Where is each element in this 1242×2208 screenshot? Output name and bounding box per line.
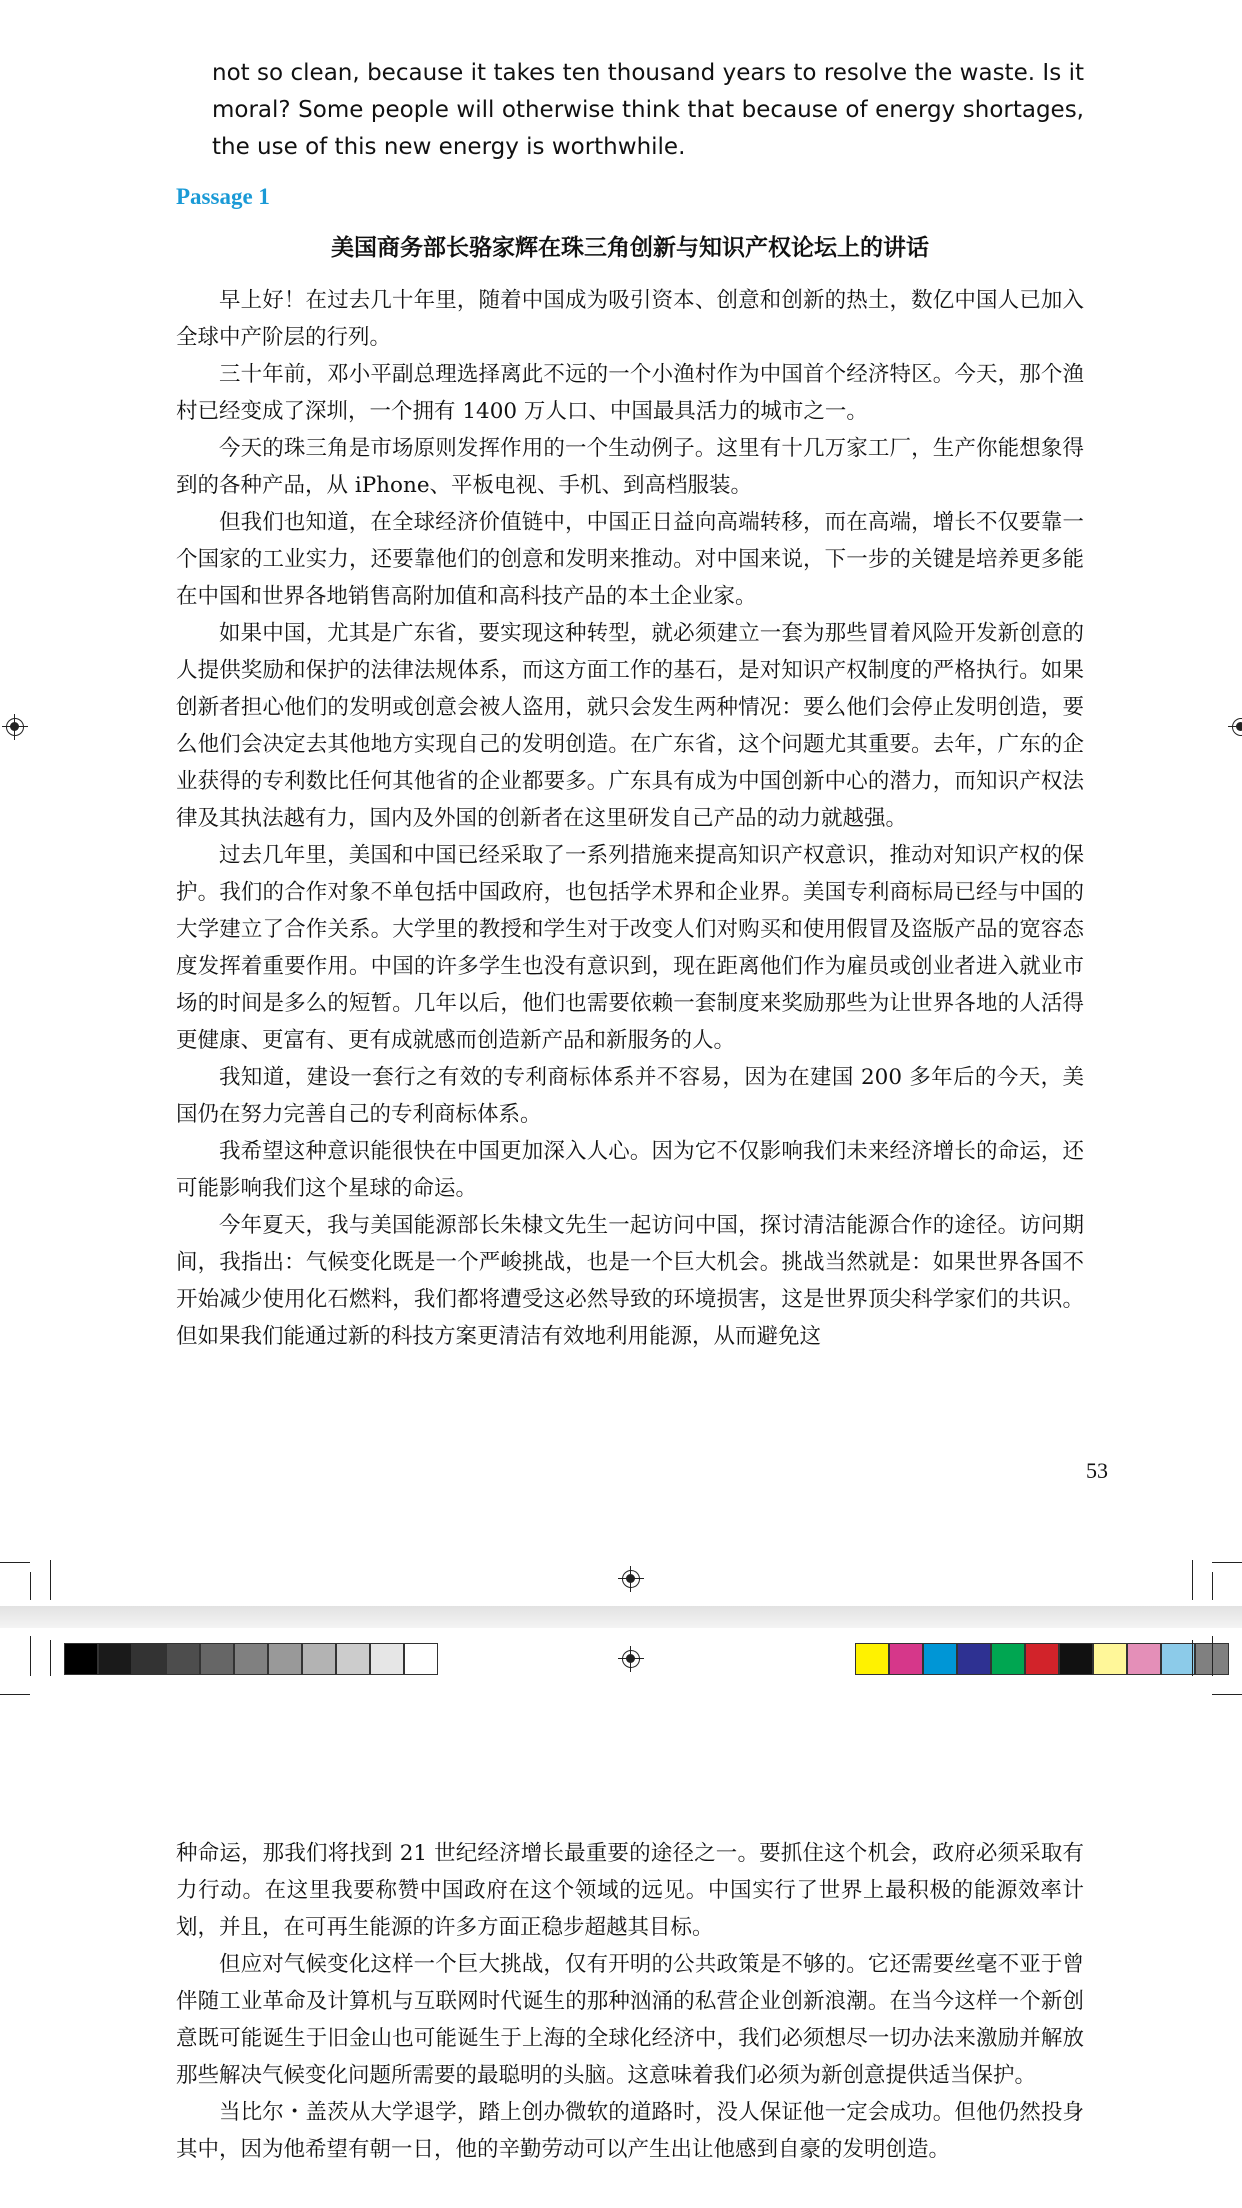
article-paragraph: 今天的珠三角是市场原则发挥作用的一个生动例子。这里有十几万家工厂，生产你能想象得到的各种产品，从 iPhone、平板电视、手机、到高档服装。 (176, 436, 1084, 498)
color-swatch (889, 1643, 923, 1675)
article-paragraph: 但应对气候变化这样一个巨大挑战，仅有开明的公共政策是不够的。它还需要丝毫不亚于曾伴随工业革命及计算机与互联网时代诞生的那种汹涌的私营企业创新浪潮。在当今这样一个新创意既可能诞生于旧金山也可能诞生于上海的全球化经济中，我们必须想尽一切办法来激励并解放那些解决气候变化问题所需要的最聪明的头脑。这意味着我们必须为新创意提供适当保护。 (176, 1952, 1084, 2088)
intro-paragraph: not so clean, because it takes ten thousand years to resolve the waste. Is it moral? Some people will otherwise think that because of energy shortages, the use of this new energy is worthwhile. (212, 60, 1084, 160)
color-swatch (991, 1643, 1025, 1675)
article-paragraph: 如果中国，尤其是广东省，要实现这种转型，就必须建立一套为那些冒着风险开发新创意的人提供奖励和保护的法律法规体系，而这方面工作的基石，是对知识产权制度的严格执行。如果创新者担心他们的发明或创意会被人盗用，就只会发生两种情况：要么他们会停止发明创造，要么他们会决定去其他地方实现自己的发明创造。在广东省，这个问题尤其重要。去年，广东的企业获得的专利数比任何其他省的企业都要多。广东具有成为中国创新中心的潜力，而知识产权法律及其执法越有力，国内及外国的创新者在这里研发自己产品的动力就越强。 (176, 621, 1084, 831)
grayscale-swatch (302, 1643, 336, 1675)
grayscale-swatch (98, 1643, 132, 1675)
crop-mark (1212, 1562, 1242, 1563)
registration-mark-icon (14, 714, 15, 740)
article-paragraph: 我知道，建设一套行之有效的专利商标体系并不容易，因为在建国 200 多年后的今天，美国仍在努力完善自己的专利商标体系。 (176, 1065, 1084, 1127)
crop-mark (1212, 1636, 1213, 1676)
passage-label: Passage 1 (176, 184, 270, 209)
crop-mark (50, 1560, 51, 1600)
book-page-next (0, 1700, 1242, 2208)
grayscale-swatch (200, 1643, 234, 1675)
article-title: 美国商务部长骆家辉在珠三角创新与知识产权论坛上的讲话 (331, 234, 929, 261)
color-swatch (957, 1643, 991, 1675)
registration-mark-icon (630, 1646, 631, 1672)
article-paragraph: 种命运，那我们将找到 21 世纪经济增长最重要的途径之一。要抓住这个机会，政府必须采取有力行动。在这里我要称赞中国政府在这个领域的远见。中国实行了世界上最积极的能源效率计划，并且，在可再生能源的许多方面正稳步超越其目标。 (176, 1841, 1084, 1940)
page-number: 53 (1086, 1458, 1108, 1483)
article-paragraph: 今年夏天，我与美国能源部长朱棣文先生一起访问中国，探讨清洁能源合作的途径。访问期间，我指出：气候变化既是一个严峻挑战，也是一个巨大机会。挑战当然就是：如果世界各国不开始减少使用化石燃料，我们都将遭受这必然导致的环境损害，这是世界顶尖科学家们的共识。但如果我们能通过新的科技方案更清洁有效地利用能源，从而避免这 (176, 1213, 1084, 1349)
article-paragraph: 三十年前，邓小平副总理选择离此不远的一个小渔村作为中国首个经济特区。今天，那个渔村已经变成了深圳，一个拥有 1400 万人口、中国最具活力的城市之一。 (176, 362, 1084, 424)
grayscale-swatch (166, 1643, 200, 1675)
crop-mark (0, 1562, 30, 1563)
process-color-bar (855, 1643, 1229, 1675)
article-paragraph: 早上好！在过去几十年里，随着中国成为吸引资本、创意和创新的热土，数亿中国人已加入全球中产阶层的行列。 (176, 288, 1084, 350)
crop-mark (50, 1640, 51, 1676)
crop-mark (1212, 1572, 1213, 1600)
crop-mark (1192, 1560, 1193, 1600)
grayscale-swatch (404, 1643, 438, 1675)
color-swatch (1025, 1643, 1059, 1675)
article-paragraph: 当比尔・盖茨从大学退学，踏上创办微软的道路时，没人保证他一定会成功。但他仍然投身其中，因为他希望有朝一日，他的辛勤劳动可以产生出让他感到自豪的发明创造。 (176, 2100, 1084, 2162)
crop-mark (30, 1572, 31, 1600)
color-swatch (1161, 1643, 1195, 1675)
crop-mark (30, 1636, 31, 1676)
color-swatch (1127, 1643, 1161, 1675)
article-body-continued (176, 1835, 1084, 2208)
crop-mark (0, 1694, 30, 1695)
grayscale-swatch (64, 1643, 98, 1675)
color-swatch (1093, 1643, 1127, 1675)
article-paragraph: 但我们也知道，在全球经济价值链中，中国正日益向高端转移，而在高端，增长不仅要靠一个国家的工业实力，还要靠他们的创意和发明来推动。对中国来说，下一步的关键是培养更多能在中国和世界各地销售高附加值和高科技产品的本土企业家。 (176, 510, 1084, 609)
grayscale-swatch (336, 1643, 370, 1675)
article-body (176, 282, 1084, 1422)
crop-mark (1212, 1694, 1242, 1695)
registration-mark-icon (630, 1566, 631, 1592)
grayscale-swatch (234, 1643, 268, 1675)
grayscale-swatch (268, 1643, 302, 1675)
grayscale-color-bar (64, 1643, 438, 1675)
print-gutter-band (0, 1606, 1242, 1628)
color-swatch (923, 1643, 957, 1675)
grayscale-swatch (132, 1643, 166, 1675)
article-paragraph: 我希望这种意识能很快在中国更加深入人心。因为它不仅影响我们未来经济增长的命运，还可能影响我们这个星球的命运。 (176, 1139, 1084, 1201)
crop-mark (1192, 1640, 1193, 1676)
grayscale-swatch (370, 1643, 404, 1675)
article-paragraph: 过去几年里，美国和中国已经采取了一系列措施来提高知识产权意识，推动对知识产权的保护。我们的合作对象不单包括中国政府，也包括学术界和企业界。美国专利商标局已经与中国的大学建立了合作关系。大学里的教授和学生对于改变人们对购买和使用假冒及盗版产品的宽容态度发挥着重要作用。中国的许多学生也没有意识到，现在距离他们作为雇员或创业者进入就业市场的时间是多么的短暂。几年以后，他们也需要依赖一套制度来奖励那些为让世界各地的人活得更健康、更富有、更有成就感而创造新产品和新服务的人。 (176, 843, 1084, 1053)
color-swatch (1059, 1643, 1093, 1675)
color-swatch (855, 1643, 889, 1675)
